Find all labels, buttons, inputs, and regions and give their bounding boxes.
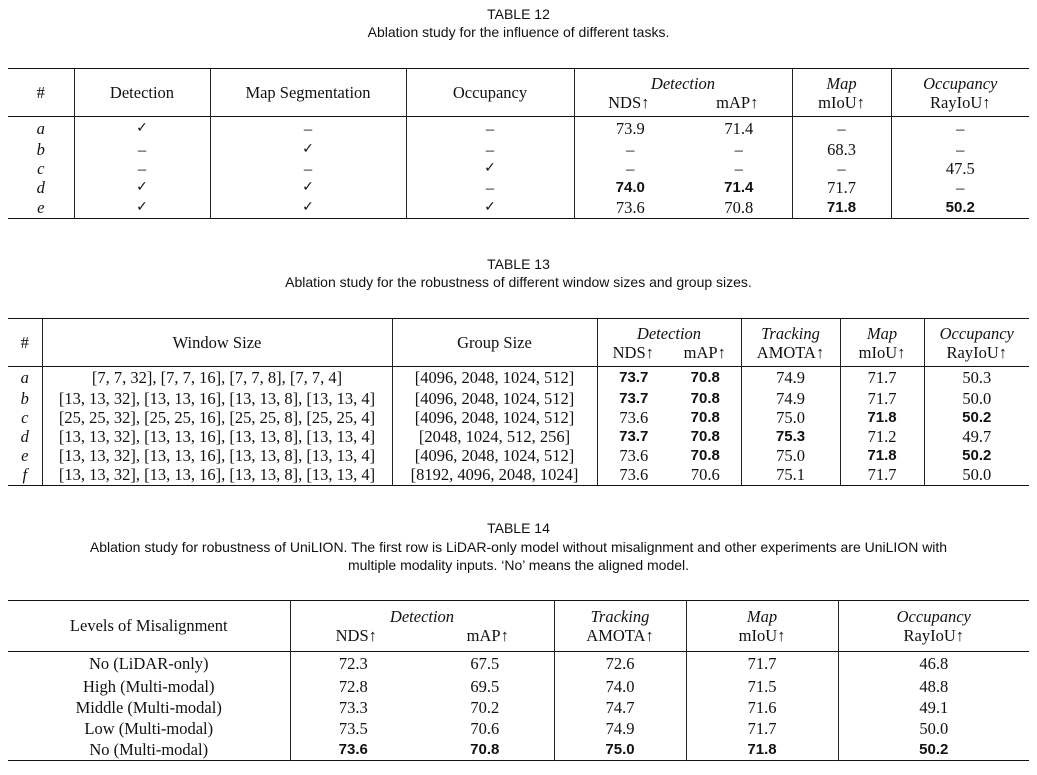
check-cell: – bbox=[406, 117, 574, 140]
check-cell: ✓ bbox=[406, 159, 574, 178]
rayiou-cell: 50.0 bbox=[838, 718, 1029, 739]
miou-cell: 68.3 bbox=[792, 140, 891, 159]
nds-cell: – bbox=[574, 140, 686, 159]
miou-cell: 71.7 bbox=[840, 367, 924, 389]
map-ap-cell: 70.8 bbox=[470, 740, 500, 758]
t12-group-map: Map bbox=[826, 73, 857, 93]
rayiou-cell: 48.8 bbox=[838, 676, 1029, 697]
nds-cell: 73.7 bbox=[597, 427, 670, 446]
rayiou-cell: – bbox=[891, 140, 1029, 159]
row-id: d bbox=[20, 426, 29, 446]
t14-header-levels: Levels of Misalignment bbox=[69, 616, 228, 635]
row-id: f bbox=[22, 465, 28, 485]
amota-cell: 74.7 bbox=[554, 697, 686, 718]
row-id: a bbox=[36, 118, 45, 138]
check-cell: – bbox=[74, 140, 210, 159]
table-14-caption-line2: multiple modality inputs. ‘No’ means the aligned model. bbox=[347, 557, 690, 573]
map-ap-cell: 70.8 bbox=[690, 427, 720, 445]
table-row bbox=[8, 676, 1029, 697]
check-cell: – bbox=[406, 178, 574, 197]
t12-sub-rayiou: RayIoU↑ bbox=[930, 92, 991, 112]
row-id: c bbox=[21, 407, 29, 427]
table-13-number: TABLE 13 bbox=[487, 256, 550, 272]
t14-group-tracking: Tracking bbox=[590, 607, 650, 626]
miou-cell: 71.8 bbox=[840, 408, 924, 427]
amota-cell: 75.0 bbox=[741, 446, 840, 465]
window-size-cell: [13, 13, 32], [13, 13, 16], [13, 13, 8], [13, 13, 4] bbox=[42, 465, 392, 486]
row-id: e bbox=[37, 197, 45, 217]
window-size-cell: [13, 13, 32], [13, 13, 16], [13, 13, 8], [13, 13, 4] bbox=[42, 427, 392, 446]
table-row bbox=[8, 465, 1029, 486]
table-row bbox=[8, 739, 1029, 761]
miou-cell: 71.7 bbox=[686, 652, 838, 676]
check-cell: ✓ bbox=[210, 178, 406, 197]
check-cell: – bbox=[210, 117, 406, 140]
t14-sub-rayiou: RayIoU↑ bbox=[903, 626, 964, 645]
t14-group-map: Map bbox=[746, 607, 778, 626]
window-size-cell: [7, 7, 32], [7, 7, 16], [7, 7, 8], [7, 7, 4] bbox=[42, 367, 392, 389]
table-row bbox=[8, 178, 1029, 197]
table-row bbox=[8, 140, 1029, 159]
t13-sub-map: mAP↑ bbox=[683, 342, 726, 362]
t13-header-window: Window Size bbox=[42, 319, 392, 367]
rayiou-cell: 46.8 bbox=[838, 652, 1029, 676]
group-size-cell: [2048, 1024, 512, 256] bbox=[392, 427, 597, 446]
group-size-cell: [4096, 2048, 1024, 512] bbox=[392, 446, 597, 465]
level-cell: No (LiDAR-only) bbox=[88, 654, 209, 674]
row-id: d bbox=[36, 177, 45, 197]
map-ap-cell: 67.5 bbox=[470, 654, 500, 674]
nds-cell: 73.6 bbox=[597, 446, 670, 465]
t13-sub-amota: AMOTA↑ bbox=[756, 342, 825, 362]
rayiou-cell: 49.1 bbox=[838, 697, 1029, 718]
table-row bbox=[8, 117, 1029, 140]
nds-cell: 72.3 bbox=[290, 652, 416, 676]
row-id: e bbox=[21, 445, 29, 465]
rayiou-cell: 50.0 bbox=[924, 465, 1029, 486]
table-row bbox=[8, 197, 1029, 219]
window-size-cell: [13, 13, 32], [13, 13, 16], [13, 13, 8], [13, 13, 4] bbox=[42, 389, 392, 408]
level-cell: High (Multi-modal) bbox=[82, 676, 215, 696]
t13-header-group: Group Size bbox=[392, 319, 597, 367]
table-row bbox=[8, 408, 1029, 427]
row-id: b bbox=[20, 388, 29, 408]
map-ap-cell: 71.4 bbox=[724, 118, 754, 138]
t12-header-hash: # bbox=[36, 82, 45, 102]
table-row bbox=[8, 159, 1029, 178]
amota-cell: 75.1 bbox=[741, 465, 840, 486]
amota-cell: 75.0 bbox=[554, 739, 686, 761]
t12-sub-nds: NDS↑ bbox=[608, 92, 650, 112]
amota-cell: 75.3 bbox=[741, 427, 840, 446]
check-cell: ✓ bbox=[406, 197, 574, 219]
amota-cell: 74.0 bbox=[554, 676, 686, 697]
miou-cell: 71.7 bbox=[686, 718, 838, 739]
table-row bbox=[8, 367, 1029, 389]
miou-cell: 71.8 bbox=[686, 739, 838, 761]
table-row bbox=[8, 652, 1029, 676]
t12-header-detection: Detection bbox=[74, 69, 210, 117]
miou-cell: 71.6 bbox=[686, 697, 838, 718]
rayiou-cell: 50.2 bbox=[891, 197, 1029, 219]
map-ap-cell: 70.6 bbox=[690, 465, 720, 485]
window-size-cell: [25, 25, 32], [25, 25, 16], [25, 25, 8], [25, 25, 4] bbox=[42, 408, 392, 427]
amota-cell: 74.9 bbox=[741, 389, 840, 408]
map-ap-cell: 70.8 bbox=[690, 369, 720, 387]
rayiou-cell: 47.5 bbox=[891, 159, 1029, 178]
map-ap-cell: 71.4 bbox=[724, 178, 754, 196]
rayiou-cell: – bbox=[891, 117, 1029, 140]
map-ap-cell: 70.2 bbox=[470, 697, 500, 717]
amota-cell: 75.0 bbox=[741, 408, 840, 427]
map-ap-cell: 70.8 bbox=[690, 446, 720, 464]
t13-group-map: Map bbox=[866, 323, 898, 343]
table-row bbox=[8, 446, 1029, 465]
miou-cell: 71.8 bbox=[840, 446, 924, 465]
t14-group-occupancy: Occupancy bbox=[896, 607, 971, 626]
check-cell: ✓ bbox=[74, 117, 210, 140]
table-12-number: TABLE 12 bbox=[487, 6, 550, 22]
amota-cell: 74.9 bbox=[554, 718, 686, 739]
map-ap-cell: 70.8 bbox=[690, 408, 720, 426]
t12-sub-map: mAP↑ bbox=[716, 92, 759, 112]
nds-cell: 73.7 bbox=[597, 389, 670, 408]
rayiou-cell: 49.7 bbox=[924, 427, 1029, 446]
t14-sub-amota: AMOTA↑ bbox=[586, 626, 654, 645]
row-id: b bbox=[36, 139, 45, 159]
table-12 bbox=[8, 68, 1029, 219]
table-14-caption-line1: Ablation study for robustness of UniLION. The first row is LiDAR-only model without misalignment and other experiments are UniLION with bbox=[89, 539, 948, 555]
nds-cell: 73.6 bbox=[597, 465, 670, 486]
miou-cell: 71.5 bbox=[686, 676, 838, 697]
row-id: c bbox=[37, 158, 45, 178]
t14-group-detection: Detection bbox=[389, 607, 455, 626]
level-cell: Middle (Multi-modal) bbox=[75, 697, 222, 717]
nds-cell: 74.0 bbox=[574, 178, 686, 197]
t14-sub-miou: mIoU↑ bbox=[738, 626, 786, 645]
group-size-cell: [4096, 2048, 1024, 512] bbox=[392, 389, 597, 408]
t12-header-map-seg: Map Segmentation bbox=[210, 69, 406, 117]
check-cell: – bbox=[406, 140, 574, 159]
miou-cell: 71.2 bbox=[840, 427, 924, 446]
miou-cell: 71.7 bbox=[792, 178, 891, 197]
table-12-caption: Ablation study for the influence of different tasks. bbox=[367, 24, 670, 40]
table-row bbox=[8, 718, 1029, 739]
window-size-cell: [13, 13, 32], [13, 13, 16], [13, 13, 8], [13, 13, 4] bbox=[42, 446, 392, 465]
table-14-number: TABLE 14 bbox=[487, 520, 550, 536]
level-cell: Low (Multi-modal) bbox=[84, 718, 214, 738]
rayiou-cell: – bbox=[891, 178, 1029, 197]
miou-cell: – bbox=[792, 159, 891, 178]
t12-group-detection: Detection bbox=[650, 73, 716, 93]
map-ap-cell: 70.6 bbox=[470, 718, 500, 738]
map-ap-cell: 69.5 bbox=[470, 676, 500, 696]
rayiou-cell: 50.3 bbox=[924, 367, 1029, 389]
nds-cell: – bbox=[574, 159, 686, 178]
table-13-caption: Ablation study for the robustness of different window sizes and group sizes. bbox=[285, 274, 752, 290]
level-cell: No (Multi-modal) bbox=[89, 739, 209, 759]
map-ap-cell: 70.8 bbox=[690, 389, 720, 407]
rayiou-cell: 50.0 bbox=[924, 389, 1029, 408]
t12-group-occupancy: Occupancy bbox=[923, 73, 998, 93]
t12-header-occupancy: Occupancy bbox=[406, 69, 574, 117]
check-cell: ✓ bbox=[74, 197, 210, 219]
t12-sub-miou: mIoU↑ bbox=[818, 92, 865, 112]
map-ap-cell: 70.8 bbox=[724, 197, 754, 217]
check-cell: – bbox=[74, 159, 210, 178]
nds-cell: 72.8 bbox=[290, 676, 416, 697]
table-13 bbox=[8, 318, 1029, 486]
miou-cell: 71.8 bbox=[792, 197, 891, 219]
miou-cell: – bbox=[792, 117, 891, 140]
nds-cell: 73.7 bbox=[597, 367, 670, 389]
rayiou-cell: 50.2 bbox=[838, 739, 1029, 761]
nds-cell: 73.6 bbox=[290, 739, 416, 761]
t14-sub-nds: NDS↑ bbox=[335, 626, 377, 645]
t14-sub-map: mAP↑ bbox=[466, 626, 509, 645]
group-size-cell: [4096, 2048, 1024, 512] bbox=[392, 367, 597, 389]
rayiou-cell: 50.2 bbox=[924, 446, 1029, 465]
table-row bbox=[8, 389, 1029, 408]
map-ap-cell: – bbox=[734, 139, 743, 159]
nds-cell: 73.3 bbox=[290, 697, 416, 718]
miou-cell: 71.7 bbox=[840, 465, 924, 486]
check-cell: ✓ bbox=[210, 140, 406, 159]
group-size-cell: [8192, 4096, 2048, 1024] bbox=[392, 465, 597, 486]
amota-cell: 72.6 bbox=[554, 652, 686, 676]
amota-cell: 74.9 bbox=[741, 367, 840, 389]
check-cell: ✓ bbox=[74, 178, 210, 197]
group-size-cell: [4096, 2048, 1024, 512] bbox=[392, 408, 597, 427]
check-cell: ✓ bbox=[210, 197, 406, 219]
t13-group-occupancy: Occupancy bbox=[939, 323, 1014, 343]
t13-sub-nds: NDS↑ bbox=[612, 342, 654, 362]
rayiou-cell: 50.2 bbox=[924, 408, 1029, 427]
nds-cell: 73.9 bbox=[574, 117, 686, 140]
t13-header-hash: # bbox=[20, 332, 29, 352]
check-cell: – bbox=[210, 159, 406, 178]
nds-cell: 73.6 bbox=[597, 408, 670, 427]
map-ap-cell: – bbox=[734, 158, 743, 178]
row-id: a bbox=[20, 368, 29, 388]
t13-sub-miou: mIoU↑ bbox=[858, 342, 906, 362]
t13-sub-rayiou: RayIoU↑ bbox=[946, 342, 1007, 362]
t13-group-tracking: Tracking bbox=[761, 323, 820, 343]
nds-cell: 73.5 bbox=[290, 718, 416, 739]
miou-cell: 71.7 bbox=[840, 389, 924, 408]
table-14 bbox=[8, 600, 1029, 761]
nds-cell: 73.6 bbox=[574, 197, 686, 219]
t13-group-detection: Detection bbox=[636, 323, 702, 343]
table-row bbox=[8, 427, 1029, 446]
table-row bbox=[8, 697, 1029, 718]
